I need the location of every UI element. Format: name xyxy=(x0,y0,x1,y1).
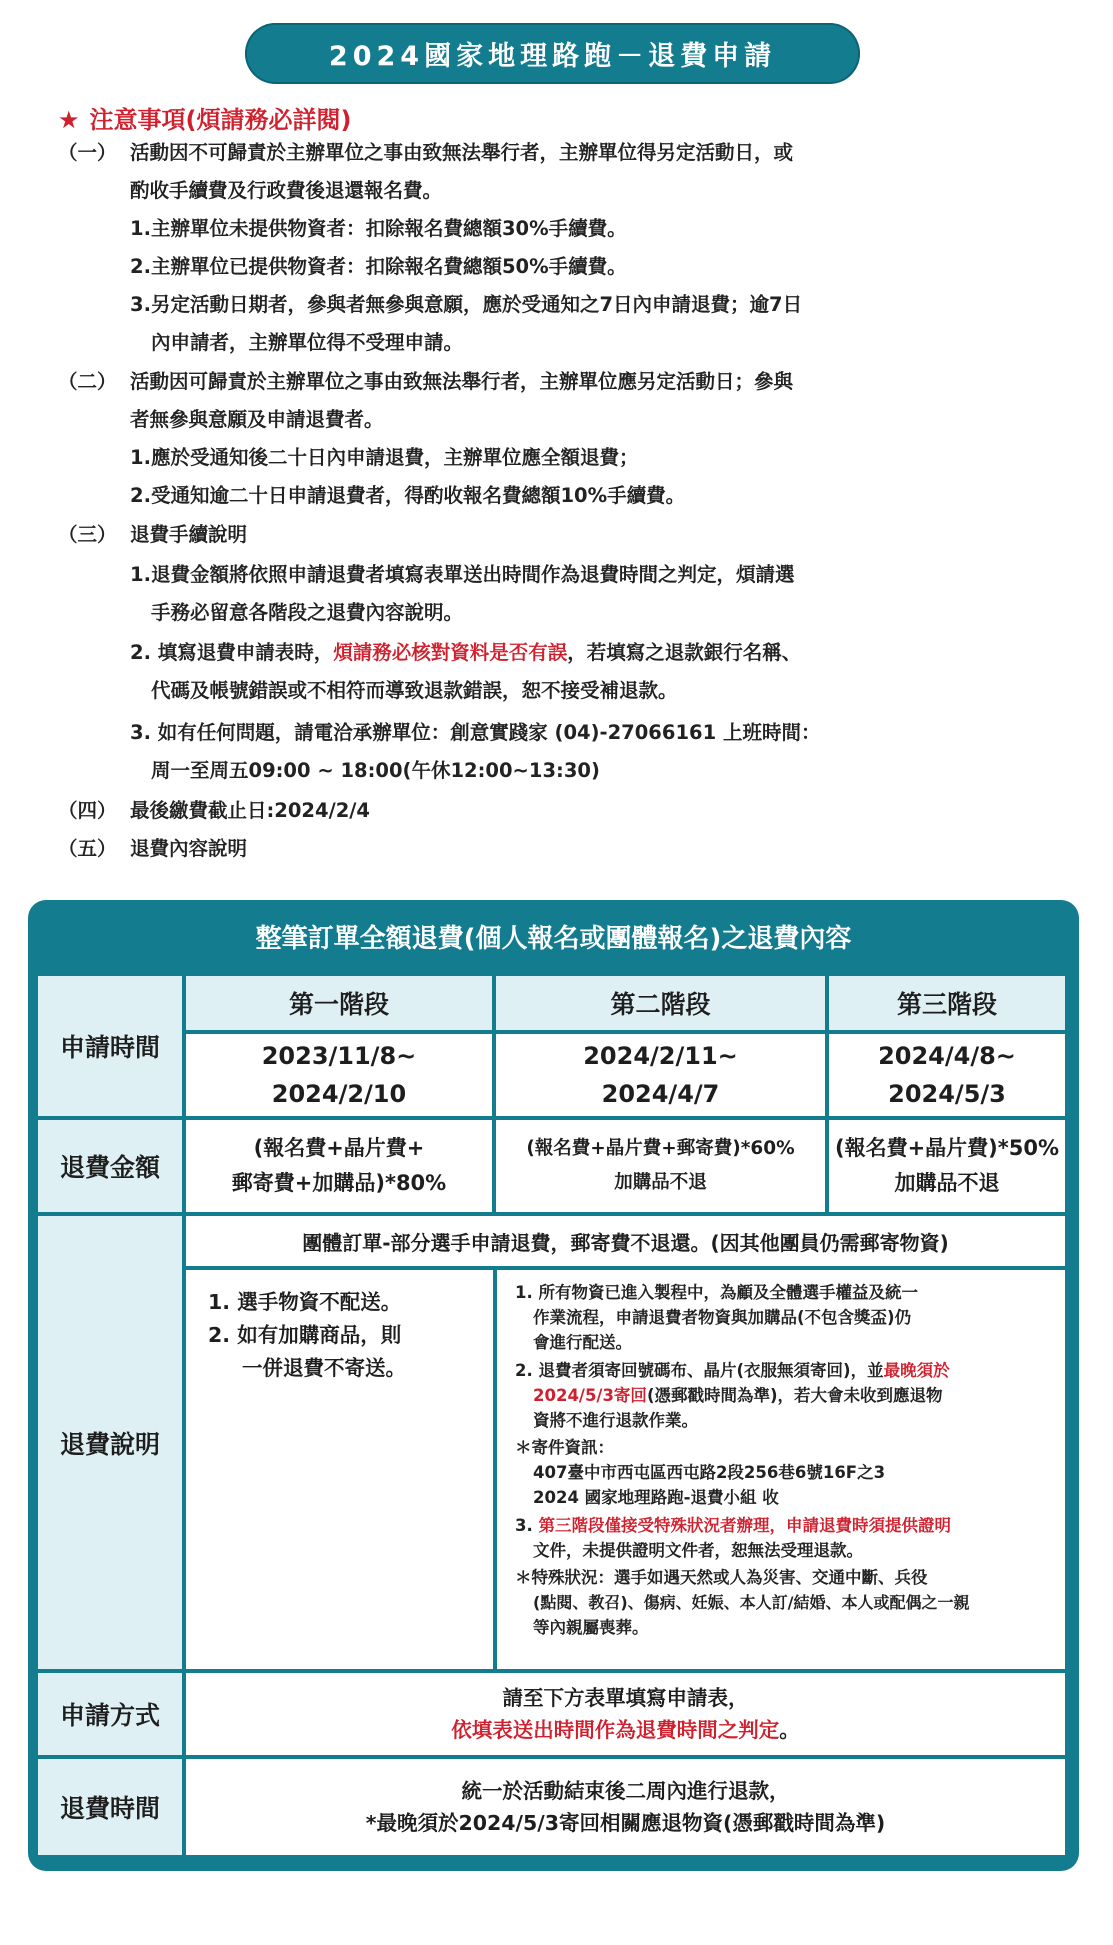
list-item: 1.應於受通知後二十日內申請退費，主辦單位應全額退費； xyxy=(130,446,639,469)
refund-table xyxy=(28,900,1079,1871)
star-icon: ★ xyxy=(58,106,80,134)
row-label-amount: 退費金額 xyxy=(38,1120,182,1212)
stage1-header: 第一階段 xyxy=(186,976,492,1030)
section-text: 酌收手續費及行政費後退還報名費。 xyxy=(130,179,443,202)
stage2-header: 第二階段 xyxy=(496,976,825,1030)
highlight-text: 煩請務必核對資料是否有誤 xyxy=(333,641,568,664)
list-item: 周一至周五09:00 ~ 18:00(午休12:00~13:30) xyxy=(151,759,600,782)
section-text: 退費內容說明 xyxy=(130,837,248,860)
stage2-amount: (報名費+晶片費+郵寄費)*60% 加購品不退 xyxy=(496,1120,825,1212)
row-label-method: 申請方式 xyxy=(38,1673,182,1755)
list-item: 2. 填寫退費申請表時，煩請務必核對資料是否有誤，若填寫之退款銀行名稱、 xyxy=(130,641,802,664)
refund-time-cell: 統一於活動結束後二周內進行退款， *最晚須於2024/5/3寄回相關應退物資(憑郵戳時間為準) xyxy=(186,1759,1065,1855)
list-item: 1.主辦單位未提供物資者：扣除報名費總額30%手續費。 xyxy=(130,217,627,240)
section-text: 最後繳費截止日:2024/2/4 xyxy=(130,799,370,822)
list-item: 2.主辦單位已提供物資者：扣除報名費總額50%手續費。 xyxy=(130,255,627,278)
section-marker: （五） xyxy=(58,837,117,860)
section-marker: （一） xyxy=(58,141,117,164)
section-text: 退費手續說明 xyxy=(130,523,248,546)
row-label-apply-time: 申請時間 xyxy=(38,976,182,1116)
list-item: 3. 如有任何問題，請電洽承辦單位：創意實踐家 (04)-27066161 上班時間： xyxy=(130,721,821,744)
section-text: 活動因不可歸責於主辦單位之事由致無法舉行者，主辦單位得另定活動日，或 xyxy=(130,141,794,164)
group-order-note: 團體訂單-部分選手申請退費，郵寄費不退還。(因其他團員仍需郵寄物資) xyxy=(186,1216,1065,1266)
row-label-description: 退費說明 xyxy=(38,1216,182,1669)
description-left-cell: 1. 選手物資不配送。 2. 如有加購商品，則 一併退費不寄送。 xyxy=(186,1270,493,1669)
notice-heading xyxy=(58,100,351,135)
list-item: 3.另定活動日期者，參與者無參與意願，應於受通知之7日內申請退費；逾7日 xyxy=(130,293,803,316)
stage1-date: 2023/11/8~ 2024/2/10 xyxy=(186,1034,492,1116)
list-item: 手務必留意各階段之退費內容說明。 xyxy=(151,601,464,624)
method-cell: 請至下方表單填寫申請表， 依填表送出時間作為退費時間之判定。 xyxy=(186,1673,1065,1755)
page-title: 2024國家地理路跑－退費申請 xyxy=(245,23,860,84)
section-marker: （三） xyxy=(58,523,117,546)
stage1-amount: (報名費+晶片費+ 郵寄費+加購品)*80% xyxy=(186,1120,492,1212)
description-right-cell: 1. 所有物資已進入製程中，為顧及全體選手權益及統一 作業流程，申請退費者物資與加購品(不包含獎盃)仍 會進行配送。 2. 退費者須寄回號碼布、晶片(衣服無須寄回)，並最晚須於 2024/5/3寄回(憑郵戳時間為準)，若大會未收到應退物 資將不進行退款作業。 ＊寄件資訊： 407臺中市西屯區西屯路2段256巷6號16F之3 2024 國家地理路跑-退費小組 收 3. 第三階段僅接受特殊狀況者辦理，申請退費時須提供證明 文件，未提供證明文件者，恕無法受理退款。 ＊特殊狀況：選手如遇天然或人為災害、交通中斷、兵役 (點閱、教召)、傷病、妊娠、本人訂/結婚、本人或配偶之一親 等內親屬喪葬。 xyxy=(497,1270,1065,1669)
stage3-header: 第三階段 xyxy=(829,976,1065,1030)
list-item: 內申請者，主辦單位得不受理申請。 xyxy=(151,331,464,354)
section-marker: （二） xyxy=(58,370,117,393)
notice-heading-text: 注意事項(煩請務必詳閱) xyxy=(89,106,352,134)
table-title: 整筆訂單全額退費(個人報名或團體報名)之退費內容 xyxy=(255,923,852,954)
section-text: 者無參與意願及申請退費者。 xyxy=(130,408,384,431)
section-text: 活動因可歸責於主辦單位之事由致無法舉行者，主辦單位應另定活動日；參與 xyxy=(130,370,794,393)
section-marker: （四） xyxy=(58,799,117,822)
stage2-date: 2024/2/11~ 2024/4/7 xyxy=(496,1034,825,1116)
row-label-refund-time: 退費時間 xyxy=(38,1759,182,1855)
list-item: 代碼及帳號錯誤或不相符而導致退款錯誤，恕不接受補退款。 xyxy=(151,679,678,702)
stage3-amount: (報名費+晶片費)*50% 加購品不退 xyxy=(829,1120,1065,1212)
list-item: 2.受通知逾二十日申請退費者，得酌收報名費總額10%手續費。 xyxy=(130,484,686,507)
list-item: 1.退費金額將依照申請退費者填寫表單送出時間作為退費時間之判定，煩請選 xyxy=(130,563,795,586)
stage3-date: 2024/4/8~ 2024/5/3 xyxy=(829,1034,1065,1116)
